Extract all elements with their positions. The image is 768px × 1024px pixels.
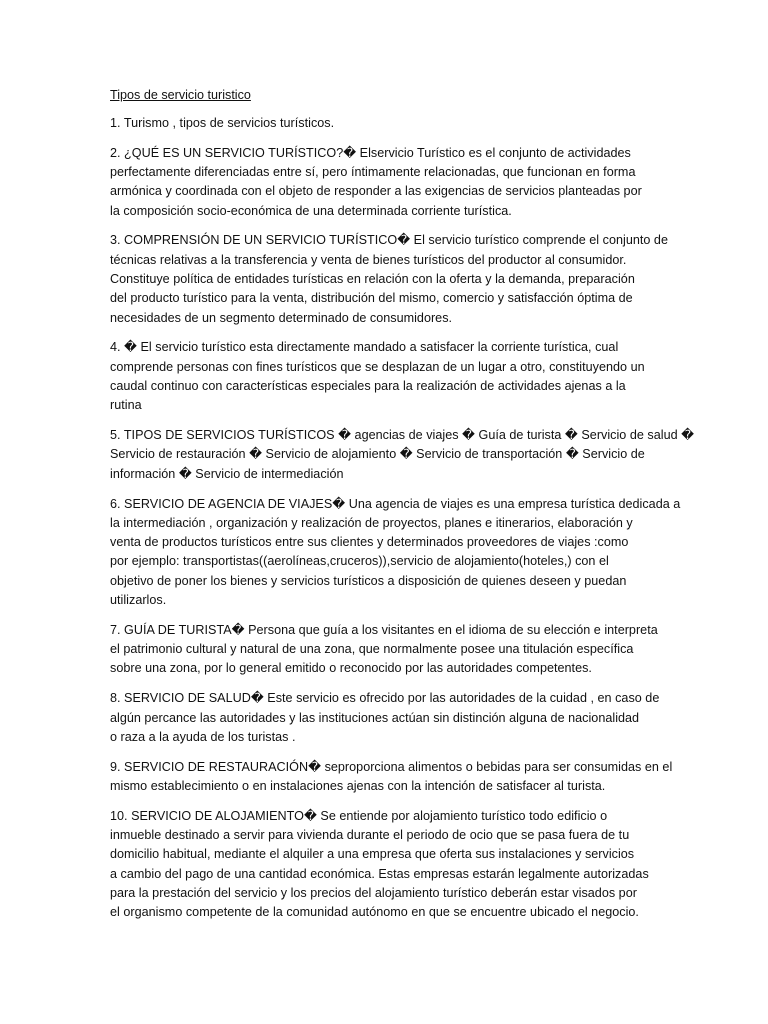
paragraph-line: Servicio de restauración � Servicio de alojamiento � Servicio de transportación � Servicio de — [110, 447, 645, 462]
paragraph-line: técnicas relativas a la transferencia y venta de bienes turísticos del productor al consumidor. — [110, 252, 627, 267]
paragraph-line: la composición socio-económica de una determinada corriente turística. — [110, 203, 512, 218]
paragraph — [110, 689, 660, 747]
document-title: Tipos de servicio turistico — [110, 88, 251, 102]
paragraph-line: Constituye política de entidades turísticas en relación con la oferta y la demanda, preparación — [110, 272, 635, 287]
paragraph-line: a cambio del pago de una cantidad económica. Estas empresas estarán legalmente autorizadas — [110, 866, 649, 881]
paragraph-line: 6. SERVICIO DE AGENCIA DE VIAJES� Una agencia de viajes es una empresa turística dedicada a — [110, 496, 681, 511]
paragraph-line: domicilio habitual, mediante el alquiler a una empresa que oferta sus instalaciones y servicios — [110, 847, 635, 862]
paragraph — [110, 758, 673, 797]
paragraph-line: utilizarlos. — [110, 593, 167, 608]
paragraph — [110, 621, 660, 679]
paragraph-line: algún percance las autoridades y las instituciones actúan sin distinción alguna de nacionalidad — [110, 710, 640, 725]
paragraph-line: 9. SERVICIO DE RESTAURACIÓN� seproporciona alimentos o bebidas para ser consumidas en el — [110, 759, 673, 774]
paragraph-line: caudal continuo con características especiales para la realización de actividades ajenas a la — [110, 379, 626, 394]
paragraph — [110, 495, 681, 611]
paragraph-line: 1. Turismo , tipos de servicios turísticos. — [110, 116, 335, 130]
paragraph-line: 8. SERVICIO DE SALUD� Este servicio es ofrecido por las autoridades de la cuidad , en caso de — [110, 691, 660, 706]
paragraph — [110, 114, 660, 133]
paragraph-line: el patrimonio cultural y natural de una zona, que normalmente posee una titulación específica — [110, 642, 634, 657]
paragraph-line: sobre una zona, por lo general emitido o reconocido por las autoridades competentes. — [110, 661, 592, 676]
paragraph-line: perfectamente diferenciadas entre sí, pero íntimamente relacionadas, que funcionan en forma — [110, 165, 636, 180]
paragraph — [110, 807, 660, 923]
paragraph-line: 5. TIPOS DE SERVICIOS TURÍSTICOS � agencias de viajes � Guía de turista � Servicio de salud � — [110, 428, 695, 443]
paragraph-line: rutina — [110, 398, 142, 413]
paragraph-line: comprende personas con fines turísticos que se desplazan de un lugar a otro, constituyendo un — [110, 359, 645, 374]
paragraph — [110, 231, 668, 327]
paragraph-line: la intermediación , organización y realización de proyectos, planes e itinerarios, elaboración y — [110, 515, 633, 530]
paragraph-line: 3. COMPRENSIÓN DE UN SERVICIO TURÍSTICO� El servicio turístico comprende el conjunto de — [110, 233, 668, 248]
paragraph — [110, 338, 660, 415]
paragraph-line: mismo establecimiento o en instalaciones ajenas con la intención de satisfacer al turista. — [110, 778, 606, 793]
paragraph-line: 4. � El servicio turístico esta directamente mandado a satisfacer la corriente turística, cual — [110, 340, 619, 355]
paragraph — [110, 426, 695, 484]
paragraph-line: 2. ¿QUÉ ES UN SERVICIO TURÍSTICO?� Elservicio Turístico es el conjunto de actividades — [110, 145, 631, 160]
paragraph-line: del producto turístico para la venta, distribución del mismo, comercio y satisfacción óptima de — [110, 291, 633, 306]
paragraph-line: 7. GUÍA DE TURISTA� Persona que guía a los visitantes en el idioma de su elección e interpreta — [110, 622, 658, 637]
paragraph-line: armónica y coordinada con el objeto de responder a las exigencias de servicios planteadas por — [110, 184, 642, 199]
paragraph-line: inmueble destinado a servir para vivienda durante el periodo de ocio que se pasa fuera de tu — [110, 828, 630, 842]
paragraph — [110, 144, 660, 221]
paragraph-line: 10. SERVICIO DE ALOJAMIENTO� Se entiende por alojamiento turístico todo edificio o — [110, 808, 608, 823]
paragraph-line: por ejemplo: transportistas((aerolíneas,cruceros)),servicio de alojamiento(hoteles,) con el — [110, 554, 609, 569]
paragraph-line: para la prestación del servicio y los precios del alojamiento turístico deberán estar visados por — [110, 885, 637, 900]
paragraph-line: objetivo de poner los bienes y servicios turísticos a disposición de quienes deseen y puedan — [110, 573, 627, 588]
paragraph-line: necesidades de un segmento determinado de consumidores. — [110, 310, 453, 325]
paragraph-line: información � Servicio de intermediación — [110, 466, 344, 481]
paragraph-line: el organismo competente de la comunidad autónomo en que se encuentre ubicado el negocio. — [110, 905, 639, 920]
paragraph-line: o raza a la ayuda de los turistas . — [110, 729, 296, 744]
document-body — [110, 114, 695, 922]
paragraph-line: venta de productos turísticos entre sus clientes y determinados proveedores de viajes :como — [110, 535, 629, 550]
